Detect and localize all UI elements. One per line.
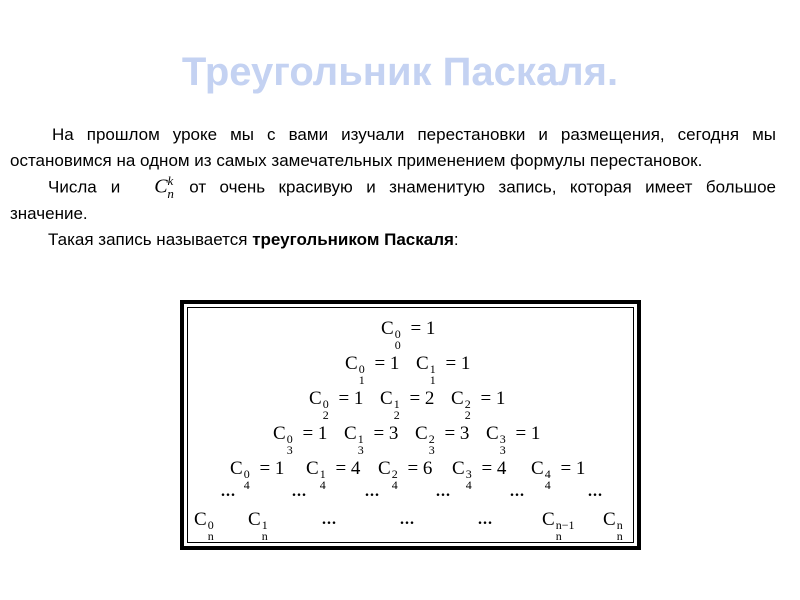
binomial-sup: 2 [428,432,435,446]
binomial-term [486,423,540,456]
binomial-value: = 1 [297,423,328,444]
binomial-indices [287,434,293,456]
binomial-term [381,318,435,351]
binomial-sub: n [261,529,268,543]
binomial-sup: 0 [358,362,365,376]
binomial-term [452,458,506,491]
binomial-term [248,509,268,542]
binomial-sup: 1 [429,362,436,376]
binomial-sub: 1 [429,373,436,387]
binomial-sub: 0 [394,338,401,352]
paragraph-2 [10,174,776,227]
paragraph-2-start: Числа [48,177,97,197]
binomial-sub: 2 [393,408,400,422]
binomial-letter: C [248,509,261,530]
paragraph-3-bold: треугольником Паскаля [252,229,454,249]
binomial-letter: C [380,388,393,409]
binomial-symbol-sub: n [167,185,174,201]
binomial-value: = 4 [476,458,507,479]
ellipsis: ... [292,483,307,500]
paragraph-3-end: : [453,229,459,249]
binomial-indices [208,520,214,542]
binomial-letter: C [603,509,616,530]
binomial-letter: C [531,458,544,479]
binomial-value: = 1 [475,388,506,409]
binomial-indices [617,520,623,542]
binomial-sub: 4 [544,478,551,492]
binomial-letter: C [378,458,391,479]
binomial-sup: 1 [319,467,326,481]
binomial-value: = 2 [404,388,435,409]
binomial-term [380,388,434,421]
binomial-value: = 1 [440,353,471,374]
binomial-letter: C [381,318,394,339]
paragraph-3 [10,227,776,253]
binomial-value: = 3 [439,423,470,444]
binomial-sup: 0 [243,467,250,481]
binomial-indices [392,469,398,491]
binomial-letter: C [230,458,243,479]
binomial-symbol [116,174,174,200]
binomial-sub: 2 [322,408,329,422]
binomial-value: = 6 [402,458,433,479]
binomial-sup: n−1 [555,518,575,532]
binomial-indices [358,434,364,456]
binomial-symbol-sup: k [167,173,174,188]
binomial-sub: 3 [499,443,506,457]
binomial-value: = 1 [405,318,436,339]
binomial-indices [556,520,575,542]
binomial-sup: 3 [465,467,472,481]
binomial-term [345,353,399,386]
paragraph-2-gap: и [110,177,121,197]
binomial-sub: 4 [391,478,398,492]
binomial-indices [395,329,401,351]
binomial-term [531,458,585,491]
binomial-indices [394,399,400,421]
binomial-term [306,458,360,491]
binomial-sub: 4 [319,478,326,492]
binomial-indices [320,469,326,491]
binomial-sub: 1 [358,373,365,387]
ellipsis: ... [478,511,493,528]
binomial-indices [466,469,472,491]
binomial-sup: 0 [207,518,214,532]
binomial-term [344,423,398,456]
binomial-letter: C [451,388,464,409]
binomial-indices [359,364,365,386]
binomial-letter: C [345,353,358,374]
ellipsis: ... [436,483,451,500]
binomial-sup: 1 [393,397,400,411]
binomial-letter: C [306,458,319,479]
binomial-sup: 0 [322,397,329,411]
ellipsis: ... [221,483,236,500]
binomial-term [230,458,284,491]
binomial-indices [500,434,506,456]
binomial-sub: n [555,529,562,543]
binomial-sub: 2 [464,408,471,422]
binomial-term [415,423,469,456]
binomial-indices [244,469,250,491]
binomial-indices [465,399,471,421]
ellipsis: ... [510,483,525,500]
binomial-symbol-base: C [154,175,168,198]
body-text [10,122,776,253]
binomial-letter: C [309,388,322,409]
pascal-triangle-frame [180,300,641,550]
ellipsis: ... [365,483,380,500]
binomial-sup: 4 [544,467,551,481]
binomial-letter: C [542,509,555,530]
binomial-value: = 1 [333,388,364,409]
binomial-indices [430,364,436,386]
binomial-letter: C [416,353,429,374]
paragraph-2-end: от очень красивую и знаменитую запись, которая имеет большое значение. [10,177,776,223]
binomial-value: = 1 [555,458,586,479]
binomial-sup: 1 [357,432,364,446]
binomial-letter: C [344,423,357,444]
binomial-term [416,353,470,386]
binomial-sup: 2 [391,467,398,481]
binomial-value: = 4 [330,458,361,479]
binomial-sub: 3 [286,443,293,457]
binomial-indices [545,469,551,491]
binomial-letter: C [194,509,207,530]
binomial-term [451,388,505,421]
binomial-value: = 1 [369,353,400,374]
ellipsis: ... [322,511,337,528]
pascal-triangle [188,308,633,542]
binomial-indices [323,399,329,421]
binomial-sub: n [616,529,623,543]
binomial-term [378,458,432,491]
binomial-term [603,509,623,542]
binomial-sub: n [207,529,214,543]
binomial-sub: 4 [465,478,472,492]
binomial-indices [429,434,435,456]
binomial-value: = 3 [368,423,399,444]
binomial-sup: 1 [261,518,268,532]
binomial-letter: C [452,458,465,479]
binomial-sup: 0 [394,327,401,341]
paragraph-3-start: Такая запись называется [48,229,253,249]
binomial-value: = 1 [254,458,285,479]
binomial-sup: 3 [499,432,506,446]
ellipsis: ... [400,511,415,528]
binomial-sup: 0 [286,432,293,446]
binomial-letter: C [415,423,428,444]
binomial-sub: 3 [428,443,435,457]
binomial-term [542,509,574,542]
binomial-term [273,423,327,456]
binomial-term [309,388,363,421]
slide-title: Треугольник Паскаля. [181,50,619,94]
binomial-sup: n [616,518,623,532]
paragraph-1: На прошлом уроке мы с вами изучали перестановки и размещения, сегодня мы остановимся на одном из самых замечательных применением формулы перестановок. [10,125,776,170]
binomial-indices [262,520,268,542]
binomial-letter: C [273,423,286,444]
binomial-sub: 4 [243,478,250,492]
binomial-sub: 3 [357,443,364,457]
binomial-term [194,509,214,542]
binomial-sup: 2 [464,397,471,411]
ellipsis: ... [588,483,603,500]
binomial-letter: C [486,423,499,444]
binomial-value: = 1 [510,423,541,444]
